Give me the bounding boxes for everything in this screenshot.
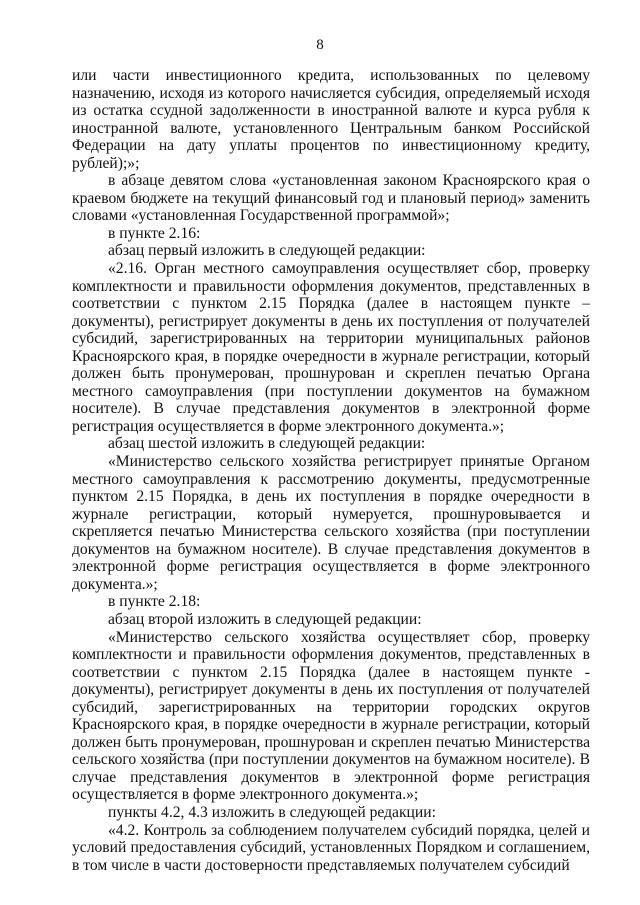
paragraph-sixth-subparagraph-instruction: абзац шестой изложить в следующей редакции:: [108, 435, 426, 453]
paragraph-point-2-16-heading: в пункте 2.16:: [108, 224, 201, 242]
paragraph-points-4-2-4-3-instruction: пункты 4.2, 4.3 изложить в следующей редакции:: [108, 803, 436, 821]
paragraph-ministry-collection-text: «Министерство сельского хозяйства осуществляет сбор, проверку комплектности и правильности оформления документов, представленных в соответствии с пунктом 2.15 Порядка (далее в настоящем пункте - документы), регистрирует документы в день их поступления от получателей субсидий, зарегистрированных на территории городских округов Красноярского края, в порядке очередности в журнале регистрации, который должен быть пронумерован, прошнурован и скреплен печатью Министерства сельского хозяйства (при поступлении документов на бумажном носителе). В случае представления документов в электронной форме регистрация осуществляется в форме электронного документа.»;: [72, 628, 590, 804]
document-body: [72, 67, 590, 874]
paragraph-ninth-subparagraph-change: в абзаце девятом слова «установленная законом Красноярского края о краевом бюджете на текущий финансовый год и плановый период» заменить словами «установленная Государственной программой»;: [72, 172, 590, 225]
paragraph-point-2-16-text: «2.16. Орган местного самоуправления осуществляет сбор, проверку комплектности и правильности оформления документов, представленных в соответствии с пунктом 2.15 Порядка (далее в настоящем пункте – документы), регистрирует документы в день их поступления от получателей субсидий, зарегистрированных на территории муниципальных районов Красноярского края, в порядке очередности в журнале регистрации, который должен быть пронумерован, прошнурован и скреплен печатью Органа местного самоуправления (при поступлении документов на бумажном носителе). В случае представления документов в электронной форме регистрация осуществляется в форме электронного документа.»;: [72, 260, 590, 435]
paragraph-ministry-registration-text: «Министерство сельского хозяйства регистрирует принятые Органом местного самоуправления к рассмотрению документы, предусмотренные пунктом 2.15 Порядка, в день их поступления в порядке очередности в журнале регистрации, который нумеруется, прошнуровывается и скрепляется печатью Министерства сельского хозяйства (при поступлении документов на бумажном носителе). В случае представления документов в электронной форме регистрация осуществляется в форме электронного документа.»;: [72, 453, 590, 593]
paragraph-second-subparagraph-instruction: абзац второй изложить в следующей редакции:: [108, 610, 422, 628]
paragraph-point-4-2-text: «4.2. Контроль за соблюдением получателем субсидий порядка, целей и условий предоставления субсидий, установленных Порядком и соглашением, в том числе в части достоверности представляемых получателем субсидий: [72, 821, 590, 874]
paragraph-first-subparagraph-instruction: абзац первый изложить в следующей редакции:: [108, 242, 426, 260]
paragraph-interest-rate-definition: или части инвестиционного кредита, использованных по целевому назначению, исходя из которого начисляется субсидия, определяемый исходя из остатка ссудной задолженности в иностранной валюте и курса рубля к иностранной валюте, установленного Центральным банком Российской Федерации на дату уплаты процентов по инвестиционному кредиту, рублей);»;: [72, 67, 590, 172]
paragraph-point-2-18-heading: в пункте 2.18:: [108, 593, 201, 611]
page-number: 8: [316, 37, 324, 53]
